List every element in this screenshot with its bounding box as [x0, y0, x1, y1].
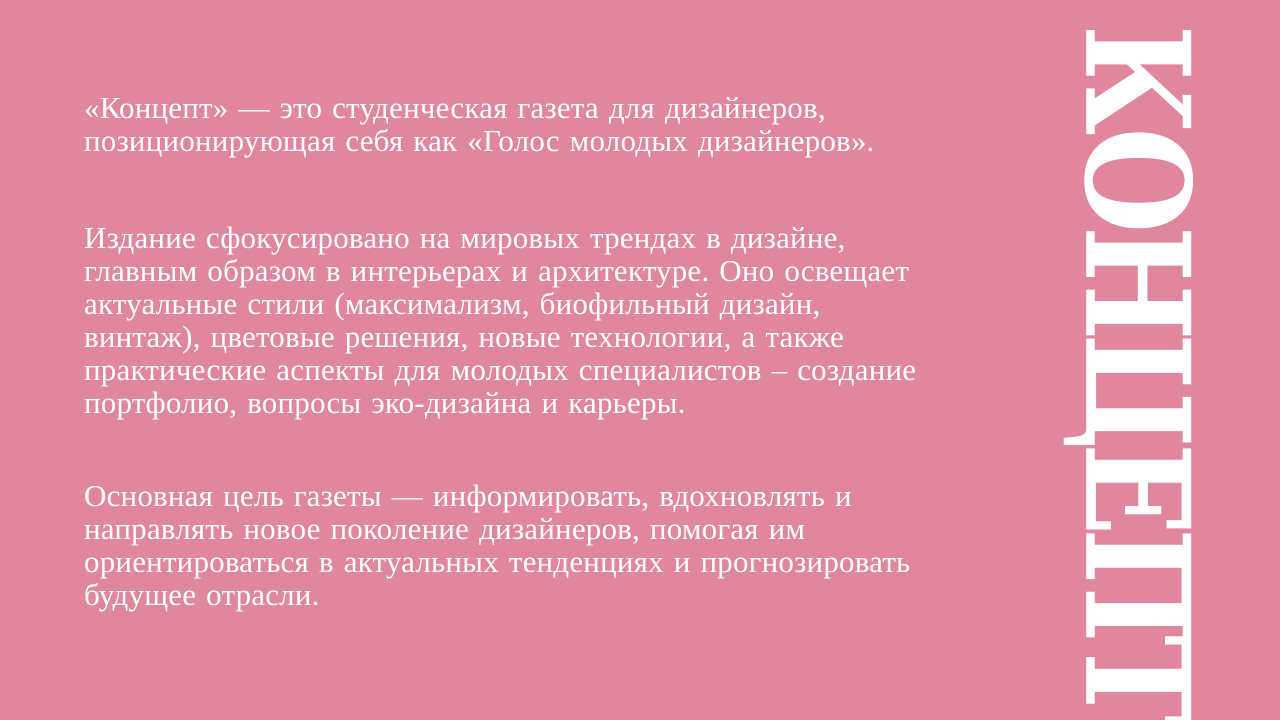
vertical-title: КОНЦЕПТ: [1052, 24, 1222, 718]
text-line: практические аспекты для молодых специалистов – создание: [84, 352, 917, 387]
paragraph-focus: [84, 221, 1044, 419]
paragraph-goal: [84, 479, 1044, 611]
text-line: направлять новое поколение дизайнеров, помогая им: [84, 511, 806, 546]
text-line: будущее отрасли.: [84, 577, 320, 612]
text-line: Основная цель газеты — информировать, вдохновлять и: [84, 478, 852, 513]
text-line: позиционирующая себя как «Голос молодых дизайнеров».: [84, 123, 875, 158]
text-line: актуальные стили (максимализм, биофильный дизайн,: [84, 286, 821, 321]
paragraph-intro: [84, 91, 1044, 157]
text-line: винтаж), цветовые решения, новые технологии, а также: [84, 319, 844, 354]
body-text: [84, 91, 1044, 611]
text-line: ориентироваться в актуальных тенденциях и прогнозировать: [84, 544, 911, 579]
text-line: «Концепт» — это студенческая газета для дизайнеров,: [84, 90, 826, 125]
text-line: портфолио, вопросы эко-дизайна и карьеры.: [84, 385, 686, 420]
text-line: Издание сфокусировано на мировых трендах в дизайне,: [84, 220, 846, 255]
text-line: главным образом в интерьерах и архитектуре. Оно освещает: [84, 253, 910, 288]
